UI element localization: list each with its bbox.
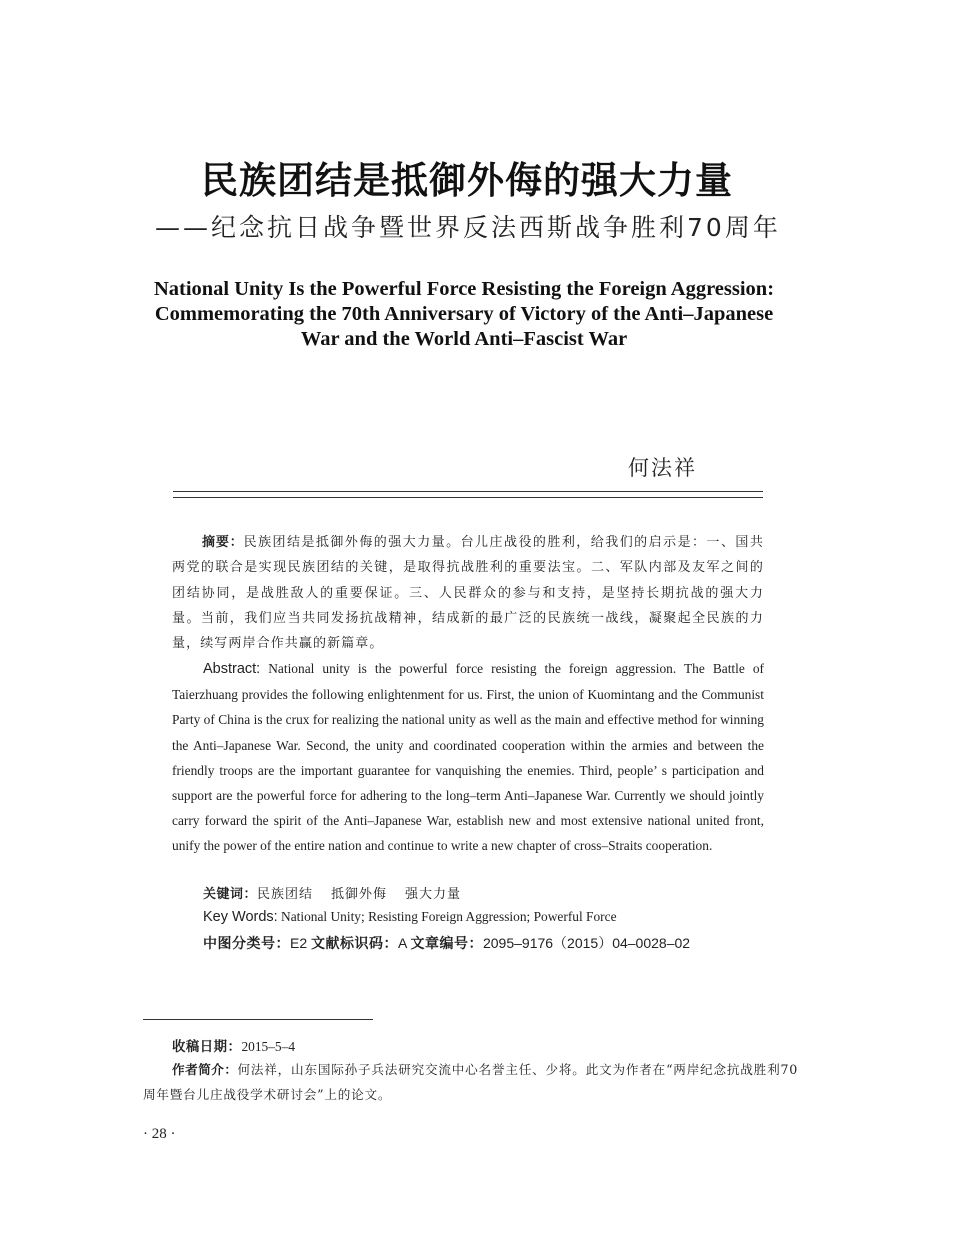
- author-name: 何法祥: [628, 456, 697, 480]
- abstract-cn: [172, 530, 764, 656]
- article-subtitle-cn: ——纪念抗日战争暨世界反法西斯战争胜利70周年: [155, 213, 781, 242]
- keywords-cn-label: 关键词：: [203, 887, 258, 902]
- abstract-cn-label: 摘要：: [202, 535, 244, 550]
- article-no-value: 2095–9176（2015）04–0028–02: [482, 935, 691, 951]
- keyword-cn-3: 强大力量: [405, 887, 462, 902]
- abstract-en: [172, 656, 764, 859]
- author-bio-label: 作者简介：: [172, 1062, 238, 1077]
- abstract-en-label: Abstract:: [203, 661, 261, 677]
- page-number: · 28 ·: [143, 1126, 176, 1142]
- clc-value: E2: [290, 935, 308, 951]
- clc-label: 中图分类号：: [203, 936, 290, 952]
- received-date-label: 收稿日期：: [172, 1040, 242, 1055]
- keywords-en-text: National Unity; Resisting Foreign Aggression; Powerful Force: [281, 909, 617, 924]
- doc-code-value: A: [398, 935, 407, 951]
- title-en-line-3: War and the World Anti–Fascist War: [300, 328, 628, 350]
- author-bio-text: 何法祥，山东国际孙子兵法研究交流中心名誉主任、少将。此文为作者在“两岸纪念抗战胜利70周年暨台儿庄战役学术研讨会”上的论文。: [143, 1062, 799, 1102]
- title-en-line-1: National Unity Is the Powerful Force Resisting the Foreign Aggression:: [153, 278, 775, 300]
- keywords-cn: [203, 883, 461, 902]
- title-en-line-2: Commemorating the 70th Anniversary of Victory of the Anti–Japanese: [154, 303, 774, 325]
- keyword-cn-1: 民族团结: [257, 887, 314, 902]
- header-rule-top: [173, 491, 763, 492]
- abstract-cn-text: 民族团结是抵御外侮的强大力量。台儿庄战役的胜利，给我们的启示是：一、国共两党的联合是实现民族团结的关键，是取得抗战胜利的重要法宝。二、军队内部及友军之间的团结协同，是战胜敌人的重要保证。三、人民群众的参与和支持，是坚持长期抗战的强大力量。当前，我们应当共同发扬抗战精神，结成新的最广泛的民族统一战线，凝聚起全民族的力量，续写两岸合作共赢的新篇章。: [172, 535, 764, 652]
- received-date-value: 2015–5–4: [241, 1039, 296, 1054]
- article-title-cn: 民族团结是抵御外侮的强大力量: [201, 158, 733, 202]
- author-bio: [143, 1058, 799, 1107]
- article-title-en: [0, 277, 928, 352]
- keywords-en-label: Key Words:: [203, 909, 278, 925]
- footnote-rule: [143, 1019, 373, 1020]
- doc-code-label: 文献标识码：: [311, 936, 399, 952]
- keywords-en: [203, 909, 617, 925]
- received-date: [172, 1036, 295, 1055]
- classification-line: [203, 933, 690, 953]
- header-rule-bottom: [173, 497, 763, 498]
- abstract-en-text: National unity is the powerful force resisting the foreign aggression. The Battle of Taierzhuang provides the following enlightenment for us. First, the union of Kuomintang and the Communist Party of China is the crux for realizing the national unity as well as the main and effective method for winning the Anti–Japanese War. Second, the unity and coordinated cooperation within the armies and between the friendly troops are the important guarantee for vanquishing the enemies. Third, people’ s participation and support are the powerful force for adhering to the long–term Anti–Japanese War. Currently we should jointly carry forward the spirit of the Anti–Japanese War, establish new and most extensive national united front, unify the power of the entire nation and continue to write a new chapter of cross–Straits cooperation.: [172, 661, 764, 854]
- article-no-label: 文章编号：: [410, 936, 483, 952]
- keyword-cn-2: 抵御外侮: [331, 887, 388, 902]
